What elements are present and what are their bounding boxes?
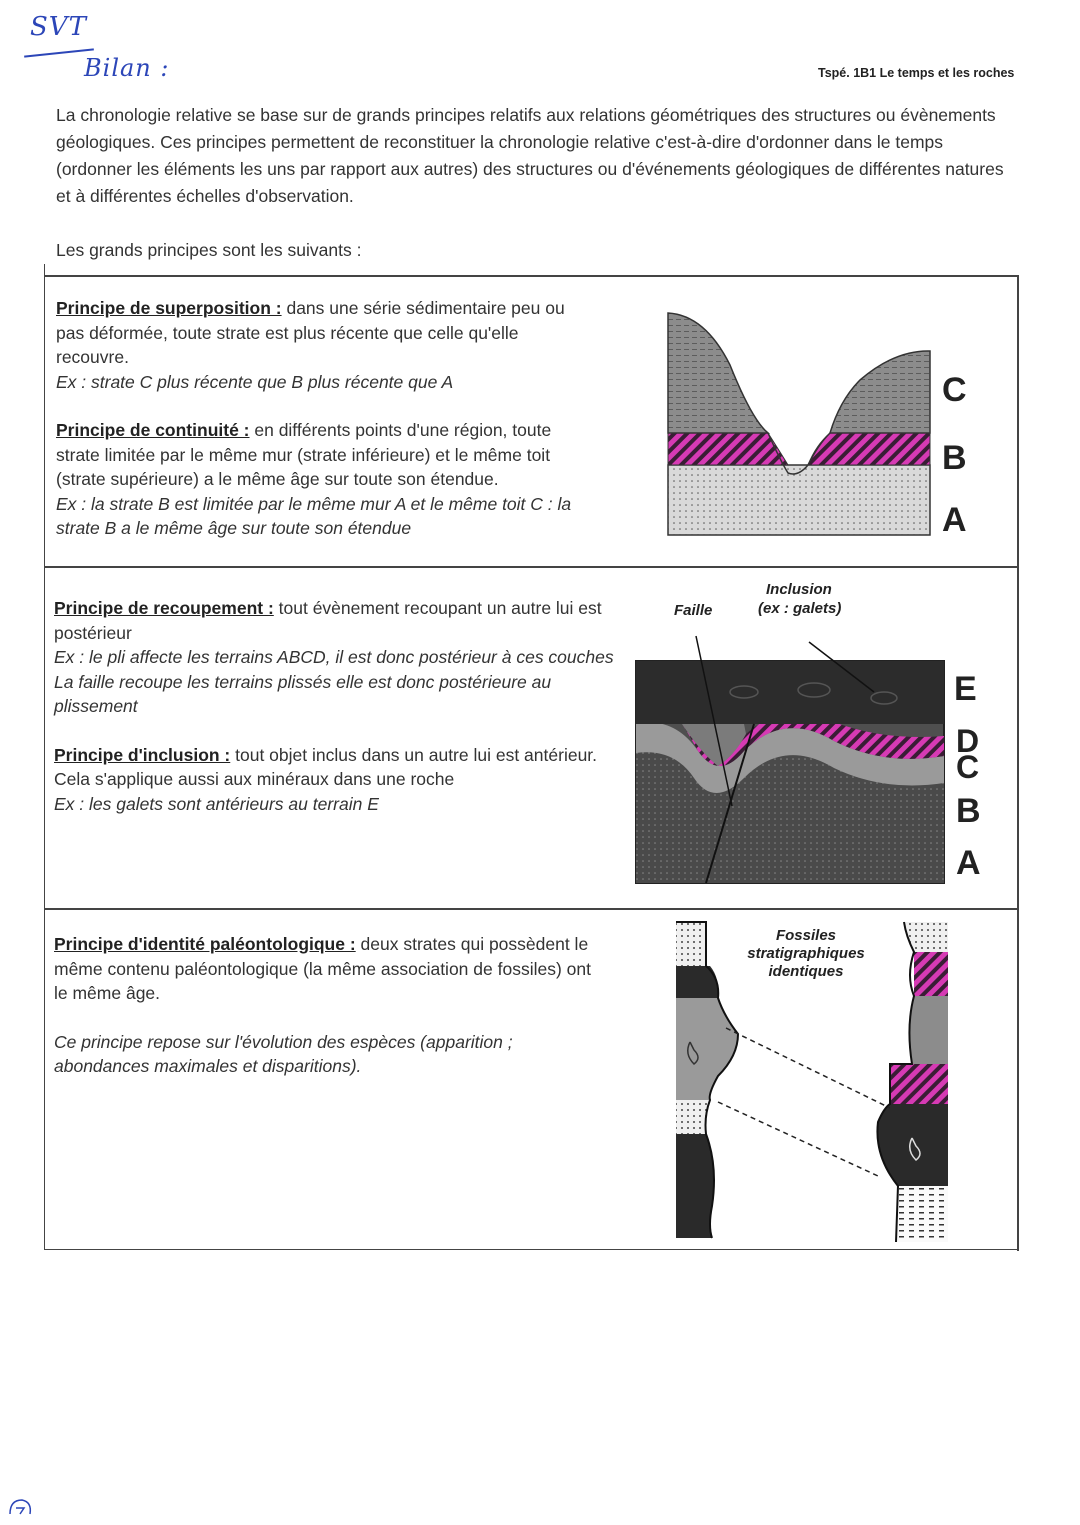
right-col-hatch-2	[890, 1064, 948, 1104]
superposition-text: dans une série sédimentaire peu ou pas déformée, toute strate est plus récente que celle qu'elle recouvre.	[56, 298, 565, 367]
label-e: E	[954, 670, 977, 708]
paleo-note: Ce principe repose sur l'évolution des espèces (apparition ; abondances maximales et disparitions).	[54, 1031, 513, 1076]
right-col-sand-top	[904, 922, 948, 952]
superposition-figure	[660, 305, 980, 545]
intro-paragraph: La chronologie relative se base sur de grands principes relatifs aux relations géométriques des structures ou évènements géologiques. Ces principes permettent de reconstituer la chronologie relative c'est-à-dire d'ordonner dans le temps (ordonner les éléments les uns par rapport aux autres) des structures ou d'événements géologiques de différentes natures et à différentes échelles d'observation.	[56, 105, 1004, 206]
inclusion-text: tout objet inclus dans un autre lui est antérieur. Cela s'applique aussi aux minéraux dans une roche	[54, 744, 598, 789]
section-recoupement-inclusion	[54, 596, 614, 816]
principles-heading: Les grands principes sont les suivants :	[56, 240, 362, 260]
paleo-text: deux strates qui possèdent le même contenu paléontologique (la même association de fossiles) ont le même âge.	[54, 934, 591, 1003]
right-col-hatch-1	[914, 952, 948, 996]
header-reference: Tspé. 1B1 Le temps et les roches	[818, 66, 1015, 80]
inclusion-paragraph	[54, 743, 614, 792]
handwritten-note: Bilan :	[84, 54, 170, 82]
inclusion-title: Principe d'inclusion :	[54, 744, 231, 765]
frame-top-rule	[44, 275, 1019, 277]
right-col-fossil-layer	[877, 1104, 948, 1186]
margin-pen-mark	[6, 1496, 36, 1518]
superposition-example: Ex : strate C plus récente que B plus récente que A	[56, 371, 454, 392]
frame-divider-1	[44, 566, 1019, 568]
frame-divider-2	[44, 908, 1019, 910]
recoupement-paragraph	[54, 596, 614, 645]
label-a: A	[942, 501, 967, 539]
label-inclusion-example: (ex : galets)	[758, 600, 842, 617]
section-paleontologique	[54, 932, 599, 1079]
right-col-grey	[909, 996, 948, 1064]
left-col-dark-2	[676, 1134, 714, 1238]
frame-right-rule	[1017, 275, 1019, 1251]
continuite-text: en différents points d'une région, toute strate limitée par le même mur (strate inférieure) et le même toit (strate supérieure) a le même âge sur toute son étendue.	[56, 420, 552, 489]
continuite-title: Principe de continuité :	[56, 420, 250, 440]
section-superposition-continuite	[56, 296, 596, 541]
label-d: D	[956, 723, 980, 759]
paleo-paragraph	[54, 932, 599, 1006]
label-c-fig2: C	[956, 749, 980, 785]
superposition-title: Principe de superposition :	[56, 298, 282, 318]
label-fossiles: Fossiles	[775, 927, 837, 944]
stratum-a	[668, 465, 930, 535]
inclusion-example: Ex : les galets sont antérieurs au terrain E	[54, 793, 379, 814]
continuite-paragraph	[56, 418, 596, 492]
paleontology-figure	[668, 916, 968, 1246]
stratum-c-right	[830, 351, 930, 433]
recoupement-text: tout évènement recoupant un autre lui est postérieur	[54, 598, 602, 643]
right-col-dash	[896, 1186, 948, 1242]
label-b-fig2: B	[956, 792, 981, 830]
paleo-title: Principe d'identité paléontologique :	[54, 934, 356, 954]
label-faille: Faille	[674, 602, 713, 619]
left-col-fossil-layer	[676, 998, 738, 1100]
label-c: C	[942, 371, 967, 409]
handwritten-subject: SVT	[30, 12, 87, 42]
recoupement-title: Principe de recoupement :	[54, 598, 274, 618]
label-b: B	[942, 439, 967, 477]
label-inclusion: Inclusion	[766, 581, 832, 598]
recoupement-example-2: La faille recoupe les terrains plissés elle est donc postérieure au plissement	[54, 671, 552, 716]
label-identiques: identiques	[768, 963, 844, 980]
correlation-line-2	[718, 1102, 878, 1176]
continuite-example: Ex : la strate B est limitée par le même mur A et le même toit C : la strate B a le même âge sur toute son étendue	[56, 493, 572, 538]
recoupement-example-1: Ex : le pli affecte les terrains ABCD, il est donc postérieur à ces couches	[54, 647, 614, 667]
correlation-line-1	[726, 1028, 890, 1108]
label-a-fig2: A	[956, 844, 981, 882]
label-stratigraphiques: stratigraphiques	[747, 945, 865, 962]
left-col-sand-top	[676, 922, 706, 966]
stratum-c-left	[668, 313, 768, 433]
recoupement-figure	[634, 576, 1014, 896]
superposition-paragraph	[56, 296, 596, 370]
stratum-e-fig2	[636, 661, 944, 724]
